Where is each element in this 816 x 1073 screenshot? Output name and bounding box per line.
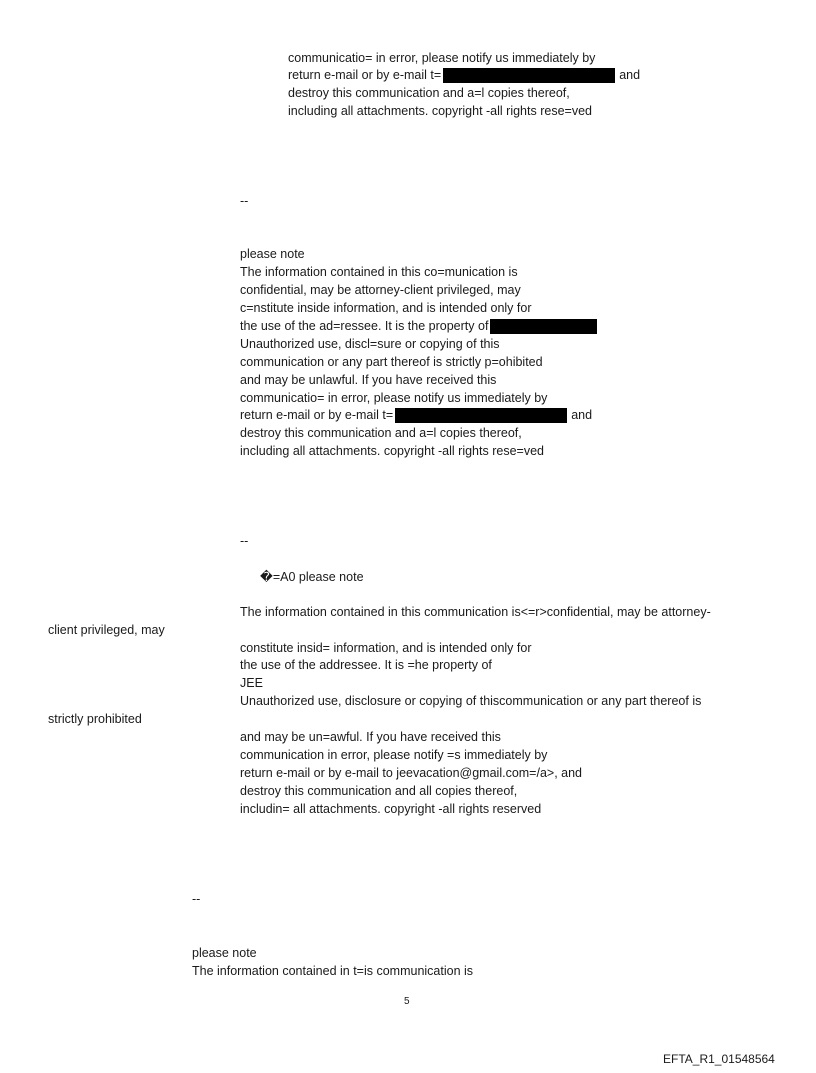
- block3-line5: Unauthorized use, disclosure or copying of thiscommunication or any part thereof is: [240, 694, 702, 708]
- block2-line1: The information contained in this co=munication is: [240, 265, 518, 279]
- block1-line2: [288, 68, 640, 83]
- block2-line11: including all attachments. copyright -all rights rese=ved: [240, 444, 544, 458]
- block3-line2: constitute insid= information, and is intended only for: [240, 641, 532, 655]
- block3-line3: the use of the addressee. It is =he property of: [240, 658, 492, 672]
- block3-line1-wrap: client privileged, may: [48, 623, 165, 637]
- redaction-box: [395, 408, 567, 423]
- block3-line4: JEE: [240, 676, 263, 690]
- block1-line2-text: return e-mail or by e-mail t=: [288, 68, 442, 82]
- block2-line7: and may be unlawful. If you have received this: [240, 373, 497, 387]
- block2-line4: [240, 319, 597, 334]
- redaction-box: [443, 68, 615, 83]
- block2-line8: communicatio= in error, please notify us immediately by: [240, 391, 548, 405]
- block2-line9: [240, 408, 592, 423]
- separator: --: [240, 534, 249, 548]
- block2-line10: destroy this communication and a=l copies thereof,: [240, 426, 522, 440]
- block1-line4: including all attachments. copyright -all rights rese=ved: [288, 104, 592, 118]
- separator: --: [192, 892, 201, 906]
- page-number: 5: [404, 996, 410, 1007]
- block3-line6: and may be un=awful. If you have received this: [240, 730, 501, 744]
- redaction-box: [490, 319, 597, 334]
- block1-line2-post: and: [619, 68, 641, 82]
- block3-line9: destroy this communication and all copies thereof,: [240, 784, 518, 798]
- block2-heading: please note: [240, 247, 305, 261]
- block2-line9-text: return e-mail or by e-mail t=: [240, 408, 394, 422]
- block1-line1: communicatio= in error, please notify us immediately by: [288, 51, 596, 65]
- block3-heading: �=A0 please note: [260, 570, 364, 584]
- block2-line9-post: and: [571, 408, 593, 422]
- block3-line5-wrap: strictly prohibited: [48, 712, 142, 726]
- block3-line10: includin= all attachments. copyright -all rights reserved: [240, 802, 542, 816]
- block4-heading: please note: [192, 946, 257, 960]
- block1-line3: destroy this communication and a=l copies thereof,: [288, 86, 570, 100]
- document-id: EFTA_R1_01548564: [663, 1052, 775, 1066]
- block2-line3: c=nstitute inside information, and is intended only for: [240, 301, 532, 315]
- block4-line1: The information contained in t=is communication is: [192, 964, 474, 978]
- block3-line1: The information contained in this communication is<=r>confidential, may be attorney-: [240, 605, 711, 619]
- block2-line4-text: the use of the ad=ressee. It is the property of: [240, 319, 489, 333]
- block2-line6: communication or any part thereof is strictly p=ohibited: [240, 355, 543, 369]
- block2-line5: Unauthorized use, discl=sure or copying of this: [240, 337, 500, 351]
- block3-line7: communication in error, please notify =s immediately by: [240, 748, 548, 762]
- separator: --: [240, 194, 249, 208]
- block3-line8: return e-mail or by e-mail to jeevacation@gmail.com=/a>, and: [240, 766, 583, 780]
- block2-line2: confidential, may be attorney-client privileged, may: [240, 283, 521, 297]
